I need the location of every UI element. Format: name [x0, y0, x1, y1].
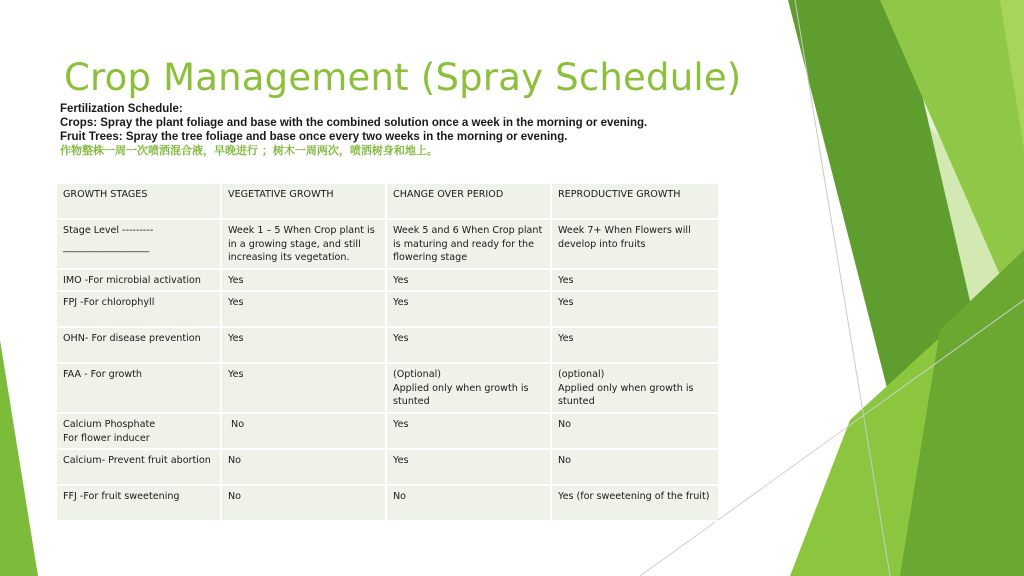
changeover-cell: Yes [387, 414, 552, 450]
header-reproductive-growth: REPRODUCTIVE GROWTH [552, 184, 718, 220]
reproductive-cell: Yes [552, 328, 718, 364]
row-label: OHN- For disease prevention [57, 328, 222, 364]
stage-level-cell [57, 220, 222, 270]
spray-schedule-table [57, 184, 718, 522]
vegetative-cell: Yes [222, 270, 387, 292]
stage-reproductive-cell: Week 7+ When Flowers will develop into fruits [552, 220, 718, 270]
row-label: IMO -For microbial activation [57, 270, 222, 292]
row-label: FPJ -For chlorophyll [57, 292, 222, 328]
row-label [57, 414, 222, 450]
stage-level-underline: __________________ [63, 241, 150, 253]
table-row [57, 328, 718, 364]
intro-crops: Crops: Spray the plant foliage and base with the combined solution once a week in the morning or evening. [60, 117, 648, 129]
table-row [57, 414, 718, 450]
reproductive-cell: Yes (for sweetening of the fruit) [552, 486, 718, 522]
reproductive-cell [552, 364, 718, 414]
intro-chinese: 作物整株一周一次喷洒混合液，早晚进行 ；树木一周两次，喷洒树身和地上。 [60, 144, 438, 157]
row-label: Calcium- Prevent fruit abortion [57, 450, 222, 486]
intro-heading: Fertilization Schedule: [60, 103, 183, 115]
reproductive-note: Applied only when growth is stunted [558, 382, 694, 407]
table-row [57, 450, 718, 486]
vegetative-cell: No [222, 450, 387, 486]
reproductive-cell: Yes [552, 292, 718, 328]
changeover-cell: Yes [387, 292, 552, 328]
left-green-sliver [0, 340, 38, 576]
vegetative-cell: No [222, 414, 387, 450]
table-row [57, 486, 718, 522]
changeover-note: Applied only when growth is stunted [393, 382, 529, 407]
stage-changeover-cell: Week 5 and 6 When Crop plant is maturing and ready for the flowering stage [387, 220, 552, 270]
row-label-line2: For flower inducer [63, 432, 150, 444]
row-label: FFJ -For fruit sweetening [57, 486, 222, 522]
row-label-line1: Calcium Phosphate [63, 419, 156, 430]
stage-level-label: Stage Level --------- [63, 225, 154, 236]
table-row [57, 364, 718, 414]
changeover-cell: Yes [387, 450, 552, 486]
changeover-cell: No [387, 486, 552, 522]
vegetative-cell: Yes [222, 364, 387, 414]
stage-vegetative-cell: Week 1 – 5 When Crop plant is in a growing stage, and still increasing its vegetation. [222, 220, 387, 270]
page-title: Crop Management (Spray Schedule) [64, 56, 742, 99]
header-change-over-period: CHANGE OVER PERIOD [387, 184, 552, 220]
changeover-cell: Yes [387, 328, 552, 364]
table-row [57, 220, 718, 270]
table-row [57, 292, 718, 328]
fertilization-intro [60, 102, 760, 158]
changeover-cell: Yes [387, 270, 552, 292]
reproductive-cell: Yes [552, 270, 718, 292]
reproductive-optional: (optional) [558, 369, 605, 380]
intro-fruit-trees: Fruit Trees: Spray the tree foliage and base once every two weeks in the morning or evening. [60, 131, 568, 143]
header-vegetative-growth: VEGETATIVE GROWTH [222, 184, 387, 220]
table-header-row [57, 184, 718, 220]
row-label: FAA - For growth [57, 364, 222, 414]
reproductive-cell: No [552, 450, 718, 486]
vegetative-cell: Yes [222, 328, 387, 364]
header-growth-stages: GROWTH STAGES [57, 184, 222, 220]
changeover-optional: (Optional) [393, 369, 442, 380]
vegetative-cell: Yes [222, 292, 387, 328]
table-row [57, 270, 718, 292]
reproductive-cell: No [552, 414, 718, 450]
changeover-cell [387, 364, 552, 414]
vegetative-cell: No [222, 486, 387, 522]
